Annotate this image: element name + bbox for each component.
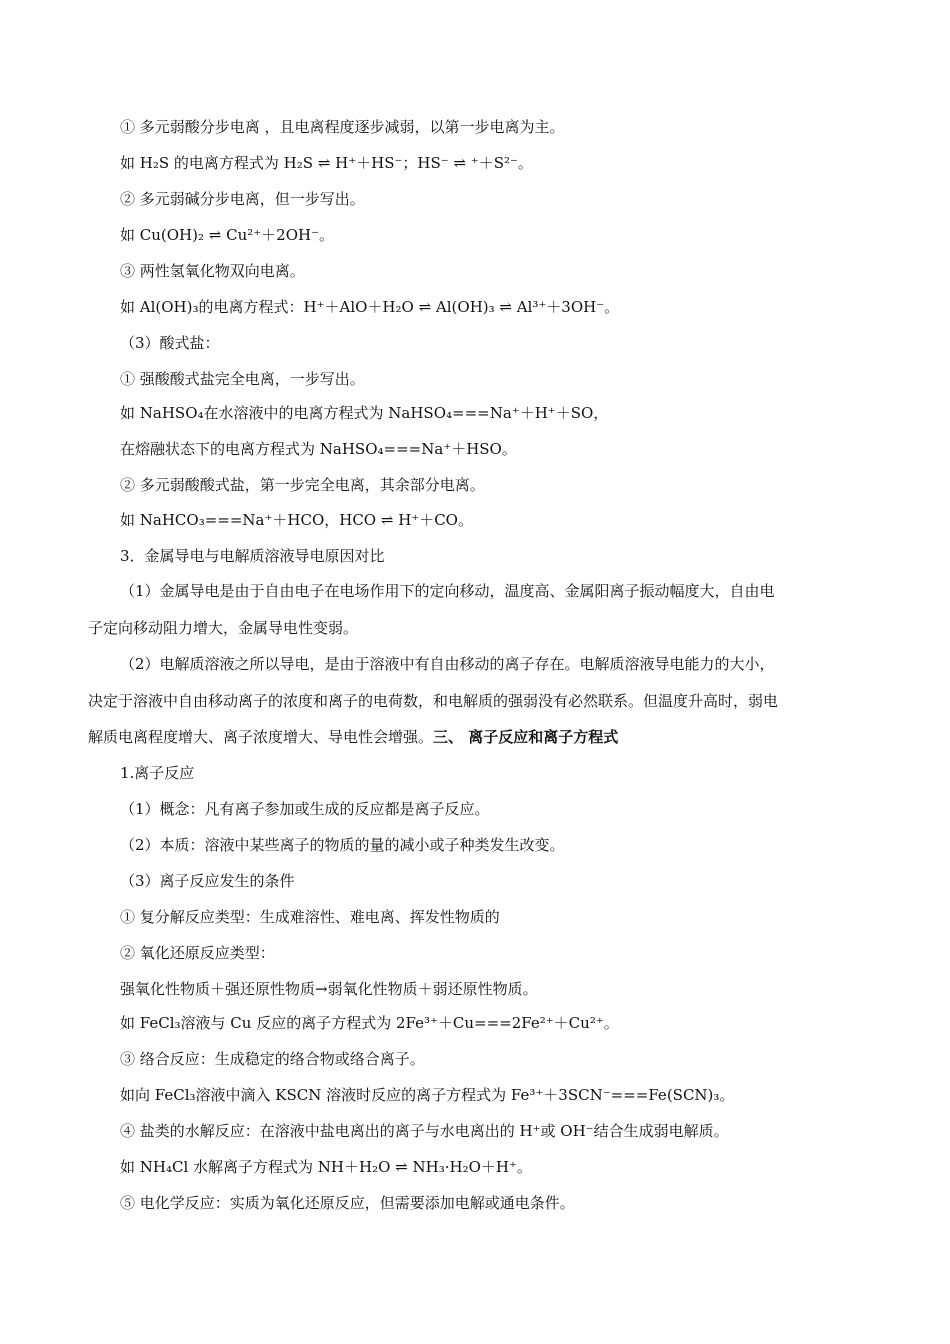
text-line: ⑤ 电化学反应：实质为氧化还原反应，但需要添加电解或通电条件。 <box>120 1194 575 1212</box>
text-line: （1）金属导电是由于自由电子在电场作用下的定向移动，温度高、金属阳离子振动幅度大，自由电 <box>120 582 775 600</box>
text-line: （1）概念：凡有离子参加或生成的反应都是离子反应。 <box>120 800 490 818</box>
text-line: 如 NaHSO₄在水溶液中的电离方程式为 NaHSO₄===Na⁺＋H⁺＋SO， <box>120 404 609 422</box>
text-line: 如 NaHCO₃===Na⁺＋HCO，HCO ⇌ H⁺＋CO。 <box>120 511 473 529</box>
text-line: 如 Al(OH)₃的电离方程式：H⁺＋AlO＋H₂O ⇌ Al(OH)₃ ⇌ Al³⁺＋3OH⁻。 <box>120 298 620 316</box>
text-line: 如 NH₄Cl 水解离子方程式为 NH＋H₂O ⇌ NH₃·H₂O＋H⁺。 <box>120 1158 532 1176</box>
text-line: （2）本质：溶液中某些离子的物质的量的减小或子种类发生改变。 <box>120 836 565 854</box>
text-line: （3）离子反应发生的条件 <box>120 872 295 890</box>
text-line: 在熔融状态下的电离方程式为 NaHSO₄===Na⁺＋HSO。 <box>120 440 517 458</box>
text-line: ② 多元弱酸酸式盐，第一步完全电离，其余部分电离。 <box>120 476 485 494</box>
text-line: ③ 络合反应：生成稳定的络合物或络合离子。 <box>120 1050 425 1068</box>
text-line: 决定于溶液中自由移动离子的浓度和离子的电荷数，和电解质的强弱没有必然联系。但温度升高时，弱电 <box>88 692 779 710</box>
text-line: 如 H₂S 的电离方程式为 H₂S ⇌ H⁺＋HS⁻；HS⁻ ⇌ ⁺＋S²⁻。 <box>120 154 533 172</box>
text-line: ④ 盐类的水解反应：在溶液中盐电离出的离子与水电离出的 H⁺或 OH⁻结合生成弱电解质。 <box>120 1122 729 1140</box>
text-line: ② 多元弱碱分步电离，但一步写出。 <box>120 190 365 208</box>
text-line: 子定向移动阻力增大，金属导电性变弱。 <box>88 619 359 637</box>
text-line: ③ 两性氢氧化物双向电离。 <box>120 262 305 280</box>
text-line: ② 氧化还原反应类型： <box>120 944 275 962</box>
text-line: ① 复分解反应类型：生成难溶性、难电离、挥发性物质的 <box>120 908 500 926</box>
text-line <box>88 726 618 748</box>
section-heading: 三、 离子反应和离子方程式 <box>433 728 619 746</box>
text-line: （2）电解质溶液之所以导电，是由于溶液中有自由移动的离子存在。电解质溶液导电能力的大小， <box>120 655 775 673</box>
text-line: 强氧化性物质＋强还原性物质→弱氧化性物质＋弱还原性物质。 <box>120 980 538 998</box>
text-line: （3）酸式盐： <box>120 334 220 352</box>
subsection-heading: 1.离子反应 <box>120 764 195 782</box>
text-line: ① 多元弱酸分步电离 ，且电离程度逐步减弱，以第一步电离为主。 <box>120 118 565 136</box>
text-line: 如 FeCl₃溶液与 Cu 反应的离子方程式为 2Fe³⁺＋Cu===2Fe²⁺＋Cu²⁺。 <box>120 1014 619 1032</box>
text-segment: 解质电离程度增大、离子浓度增大、导电性会增强。 <box>88 728 434 746</box>
text-line: ① 强酸酸式盐完全电离，一步写出。 <box>120 370 365 388</box>
section-heading: 3．金属导电与电解质溶液导电原因对比 <box>120 547 385 565</box>
text-line: 如向 FeCl₃溶液中滴入 KSCN 溶液时反应的离子方程式为 Fe³⁺＋3SCN⁻===Fe(SCN)₃。 <box>120 1086 735 1104</box>
text-line: 如 Cu(OH)₂ ⇌ Cu²⁺＋2OH⁻。 <box>120 226 335 244</box>
